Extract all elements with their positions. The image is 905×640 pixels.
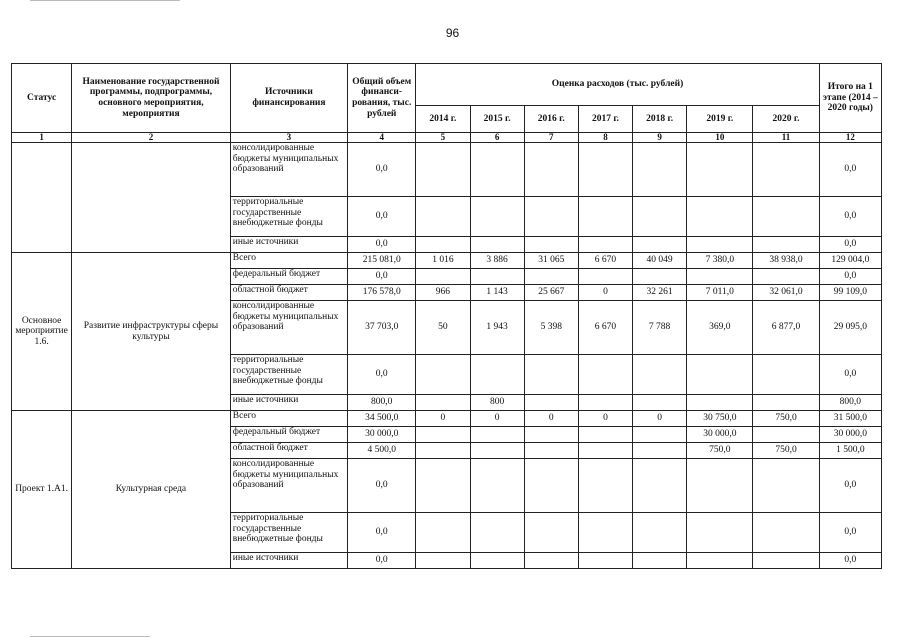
year-value-cell xyxy=(524,355,578,395)
source-cell: областной бюджет xyxy=(230,285,347,301)
year-value-cell: 1 016 xyxy=(416,253,470,269)
year-value-cell xyxy=(578,197,632,237)
year-value-cell xyxy=(578,269,632,285)
name-cell xyxy=(72,143,231,253)
column-number: 1 xyxy=(12,133,72,143)
year-value-cell xyxy=(687,355,753,395)
year-value-cell xyxy=(633,553,687,569)
year-value-cell xyxy=(416,197,470,237)
year-value-cell: 0 xyxy=(470,411,524,427)
total-cell: 0,0 xyxy=(348,355,416,395)
year-value-cell xyxy=(687,553,753,569)
year-value-cell xyxy=(633,355,687,395)
year-value-cell: 6 670 xyxy=(578,301,632,355)
year-value-cell xyxy=(470,355,524,395)
stage-total-cell: 1 500,0 xyxy=(819,443,881,459)
year-value-cell xyxy=(416,237,470,253)
stage-total-cell: 0,0 xyxy=(819,143,881,197)
year-value-cell: 6 877,0 xyxy=(753,301,819,355)
year-value-cell xyxy=(687,395,753,411)
header-sources: Источники финансирования xyxy=(230,64,347,133)
year-value-cell xyxy=(753,395,819,411)
scan-top-rule xyxy=(30,0,180,1)
total-cell: 0,0 xyxy=(348,237,416,253)
header-total: Общий объем финанси-рования, тыс. рублей xyxy=(348,64,416,133)
column-number: 6 xyxy=(470,133,524,143)
stage-total-cell: 0,0 xyxy=(819,459,881,513)
source-cell: областной бюджет xyxy=(230,443,347,459)
year-value-cell xyxy=(524,197,578,237)
column-number: 5 xyxy=(416,133,470,143)
table-row xyxy=(12,143,882,197)
year-value-cell xyxy=(633,513,687,553)
year-value-cell: 30 000,0 xyxy=(687,427,753,443)
year-value-cell xyxy=(416,427,470,443)
total-cell: 37 703,0 xyxy=(348,301,416,355)
table-row xyxy=(12,253,882,269)
year-value-cell: 750,0 xyxy=(687,443,753,459)
total-cell: 176 578,0 xyxy=(348,285,416,301)
year-value-cell xyxy=(633,443,687,459)
year-value-cell xyxy=(753,553,819,569)
year-value-cell xyxy=(470,443,524,459)
year-value-cell xyxy=(753,143,819,197)
stage-total-cell: 0,0 xyxy=(819,513,881,553)
year-value-cell xyxy=(687,269,753,285)
year-value-cell: 7 380,0 xyxy=(687,253,753,269)
year-value-cell: 3 886 xyxy=(470,253,524,269)
year-value-cell: 0 xyxy=(416,411,470,427)
header-estimate: Оценка расходов (тыс. рублей) xyxy=(416,64,819,106)
year-value-cell: 0 xyxy=(633,411,687,427)
year-value-cell: 966 xyxy=(416,285,470,301)
year-value-cell xyxy=(470,237,524,253)
year-value-cell: 369,0 xyxy=(687,301,753,355)
year-value-cell: 7 788 xyxy=(633,301,687,355)
year-value-cell xyxy=(524,459,578,513)
year-value-cell: 6 670 xyxy=(578,253,632,269)
year-value-cell xyxy=(687,237,753,253)
year-value-cell xyxy=(753,197,819,237)
scan-bottom-rule xyxy=(30,636,150,637)
header-year: 2016 г. xyxy=(524,106,578,133)
source-cell: консолидированные бюджеты муниципальных образований xyxy=(230,301,347,355)
column-number: 3 xyxy=(230,133,347,143)
year-value-cell xyxy=(524,513,578,553)
stage-total-cell: 29 095,0 xyxy=(819,301,881,355)
year-value-cell xyxy=(416,443,470,459)
year-value-cell xyxy=(753,355,819,395)
source-cell: иные источники xyxy=(230,237,347,253)
year-value-cell xyxy=(633,459,687,513)
year-value-cell xyxy=(524,443,578,459)
year-value-cell xyxy=(633,427,687,443)
status-cell xyxy=(12,143,72,253)
total-cell: 30 000,0 xyxy=(348,427,416,443)
header-year: 2014 г. xyxy=(416,106,470,133)
year-value-cell: 30 750,0 xyxy=(687,411,753,427)
column-number: 2 xyxy=(72,133,231,143)
table-body xyxy=(12,143,882,569)
column-number: 8 xyxy=(578,133,632,143)
source-cell: Всего xyxy=(230,253,347,269)
year-value-cell xyxy=(578,459,632,513)
column-number: 9 xyxy=(633,133,687,143)
source-cell: территориальные государственные внебюджетные фонды xyxy=(230,355,347,395)
column-number: 7 xyxy=(524,133,578,143)
year-value-cell xyxy=(578,427,632,443)
year-value-cell xyxy=(470,427,524,443)
header-year: 2017 г. xyxy=(578,106,632,133)
year-value-cell: 0 xyxy=(578,285,632,301)
year-value-cell xyxy=(524,395,578,411)
source-cell: консолидированные бюджеты муниципальных образований xyxy=(230,459,347,513)
year-value-cell: 32 261 xyxy=(633,285,687,301)
table-row xyxy=(12,411,882,427)
total-cell: 0,0 xyxy=(348,513,416,553)
total-cell: 0,0 xyxy=(348,459,416,513)
year-value-cell xyxy=(578,237,632,253)
column-number: 4 xyxy=(348,133,416,143)
source-cell: территориальные государственные внебюджетные фонды xyxy=(230,513,347,553)
year-value-cell: 31 065 xyxy=(524,253,578,269)
year-value-cell: 750,0 xyxy=(753,443,819,459)
header-year: 2020 г. xyxy=(753,106,819,133)
year-value-cell xyxy=(578,355,632,395)
year-value-cell xyxy=(470,553,524,569)
year-value-cell: 5 398 xyxy=(524,301,578,355)
year-value-cell xyxy=(524,237,578,253)
year-value-cell xyxy=(633,237,687,253)
source-cell: федеральный бюджет xyxy=(230,427,347,443)
year-value-cell xyxy=(753,459,819,513)
column-number: 10 xyxy=(687,133,753,143)
total-cell: 0,0 xyxy=(348,197,416,237)
year-value-cell xyxy=(687,143,753,197)
header-status: Статус xyxy=(12,64,72,133)
stage-total-cell: 0,0 xyxy=(819,553,881,569)
year-value-cell xyxy=(524,427,578,443)
source-cell: иные источники xyxy=(230,395,347,411)
year-value-cell xyxy=(633,395,687,411)
year-value-cell xyxy=(470,459,524,513)
year-value-cell xyxy=(753,427,819,443)
year-value-cell xyxy=(753,237,819,253)
year-value-cell xyxy=(753,513,819,553)
year-value-cell xyxy=(633,269,687,285)
year-value-cell xyxy=(578,513,632,553)
year-value-cell: 38 938,0 xyxy=(753,253,819,269)
stage-total-cell: 0,0 xyxy=(819,269,881,285)
source-cell: федеральный бюджет xyxy=(230,269,347,285)
year-value-cell xyxy=(753,269,819,285)
year-value-cell xyxy=(524,143,578,197)
year-value-cell: 7 011,0 xyxy=(687,285,753,301)
year-value-cell xyxy=(524,269,578,285)
year-value-cell: 750,0 xyxy=(753,411,819,427)
stage-total-cell: 0,0 xyxy=(819,197,881,237)
column-number: 11 xyxy=(753,133,819,143)
total-cell: 800,0 xyxy=(348,395,416,411)
year-value-cell xyxy=(470,143,524,197)
year-value-cell xyxy=(687,459,753,513)
name-cell: Культурная среда xyxy=(72,411,231,569)
year-value-cell: 1 143 xyxy=(470,285,524,301)
year-value-cell xyxy=(416,395,470,411)
stage-total-cell: 0,0 xyxy=(819,355,881,395)
year-value-cell xyxy=(578,395,632,411)
year-value-cell xyxy=(578,553,632,569)
year-value-cell xyxy=(578,443,632,459)
total-cell: 0,0 xyxy=(348,269,416,285)
stage-total-cell: 99 109,0 xyxy=(819,285,881,301)
year-value-cell: 32 061,0 xyxy=(753,285,819,301)
page-number: 96 xyxy=(445,26,460,40)
year-value-cell xyxy=(687,197,753,237)
total-cell: 0,0 xyxy=(348,553,416,569)
year-value-cell: 800 xyxy=(470,395,524,411)
year-value-cell: 0 xyxy=(578,411,632,427)
year-value-cell: 25 667 xyxy=(524,285,578,301)
stage-total-cell: 800,0 xyxy=(819,395,881,411)
year-value-cell xyxy=(578,143,632,197)
year-value-cell xyxy=(416,355,470,395)
name-cell: Развитие инфраструктуры сферы культуры xyxy=(72,253,231,411)
header-year: 2015 г. xyxy=(470,106,524,133)
year-value-cell xyxy=(524,553,578,569)
total-cell: 215 081,0 xyxy=(348,253,416,269)
year-value-cell: 50 xyxy=(416,301,470,355)
year-value-cell xyxy=(470,269,524,285)
year-value-cell xyxy=(470,513,524,553)
status-cell: Проект 1.А1. xyxy=(12,411,72,569)
year-value-cell xyxy=(633,143,687,197)
total-cell: 4 500,0 xyxy=(348,443,416,459)
source-cell: Всего xyxy=(230,411,347,427)
stage-total-cell: 31 500,0 xyxy=(819,411,881,427)
year-value-cell xyxy=(416,143,470,197)
budget-table xyxy=(11,63,882,569)
year-value-cell: 1 943 xyxy=(470,301,524,355)
year-value-cell xyxy=(470,197,524,237)
source-cell: территориальные государственные внебюджетные фонды xyxy=(230,197,347,237)
header-year: 2018 г. xyxy=(633,106,687,133)
stage-total-cell: 0,0 xyxy=(819,237,881,253)
header-stage-total: Итого на 1 этапе (2014 – 2020 годы) xyxy=(819,64,881,133)
source-cell: консолидированные бюджеты муниципальных образований xyxy=(230,143,347,197)
source-cell: иные источники xyxy=(230,553,347,569)
stage-total-cell: 30 000,0 xyxy=(819,427,881,443)
total-cell: 0,0 xyxy=(348,143,416,197)
year-value-cell xyxy=(633,197,687,237)
year-value-cell xyxy=(416,269,470,285)
year-value-cell: 0 xyxy=(524,411,578,427)
year-value-cell xyxy=(416,553,470,569)
year-value-cell xyxy=(416,459,470,513)
total-cell: 34 500,0 xyxy=(348,411,416,427)
header-name: Наименование государственной программы, подпрограммы, основного мероприятия, мероприятия xyxy=(72,64,231,133)
year-value-cell xyxy=(416,513,470,553)
stage-total-cell: 129 004,0 xyxy=(819,253,881,269)
column-number: 12 xyxy=(819,133,881,143)
status-cell: Основное мероприятие 1.6. xyxy=(12,253,72,411)
header-year: 2019 г. xyxy=(687,106,753,133)
year-value-cell xyxy=(687,513,753,553)
year-value-cell: 40 049 xyxy=(633,253,687,269)
